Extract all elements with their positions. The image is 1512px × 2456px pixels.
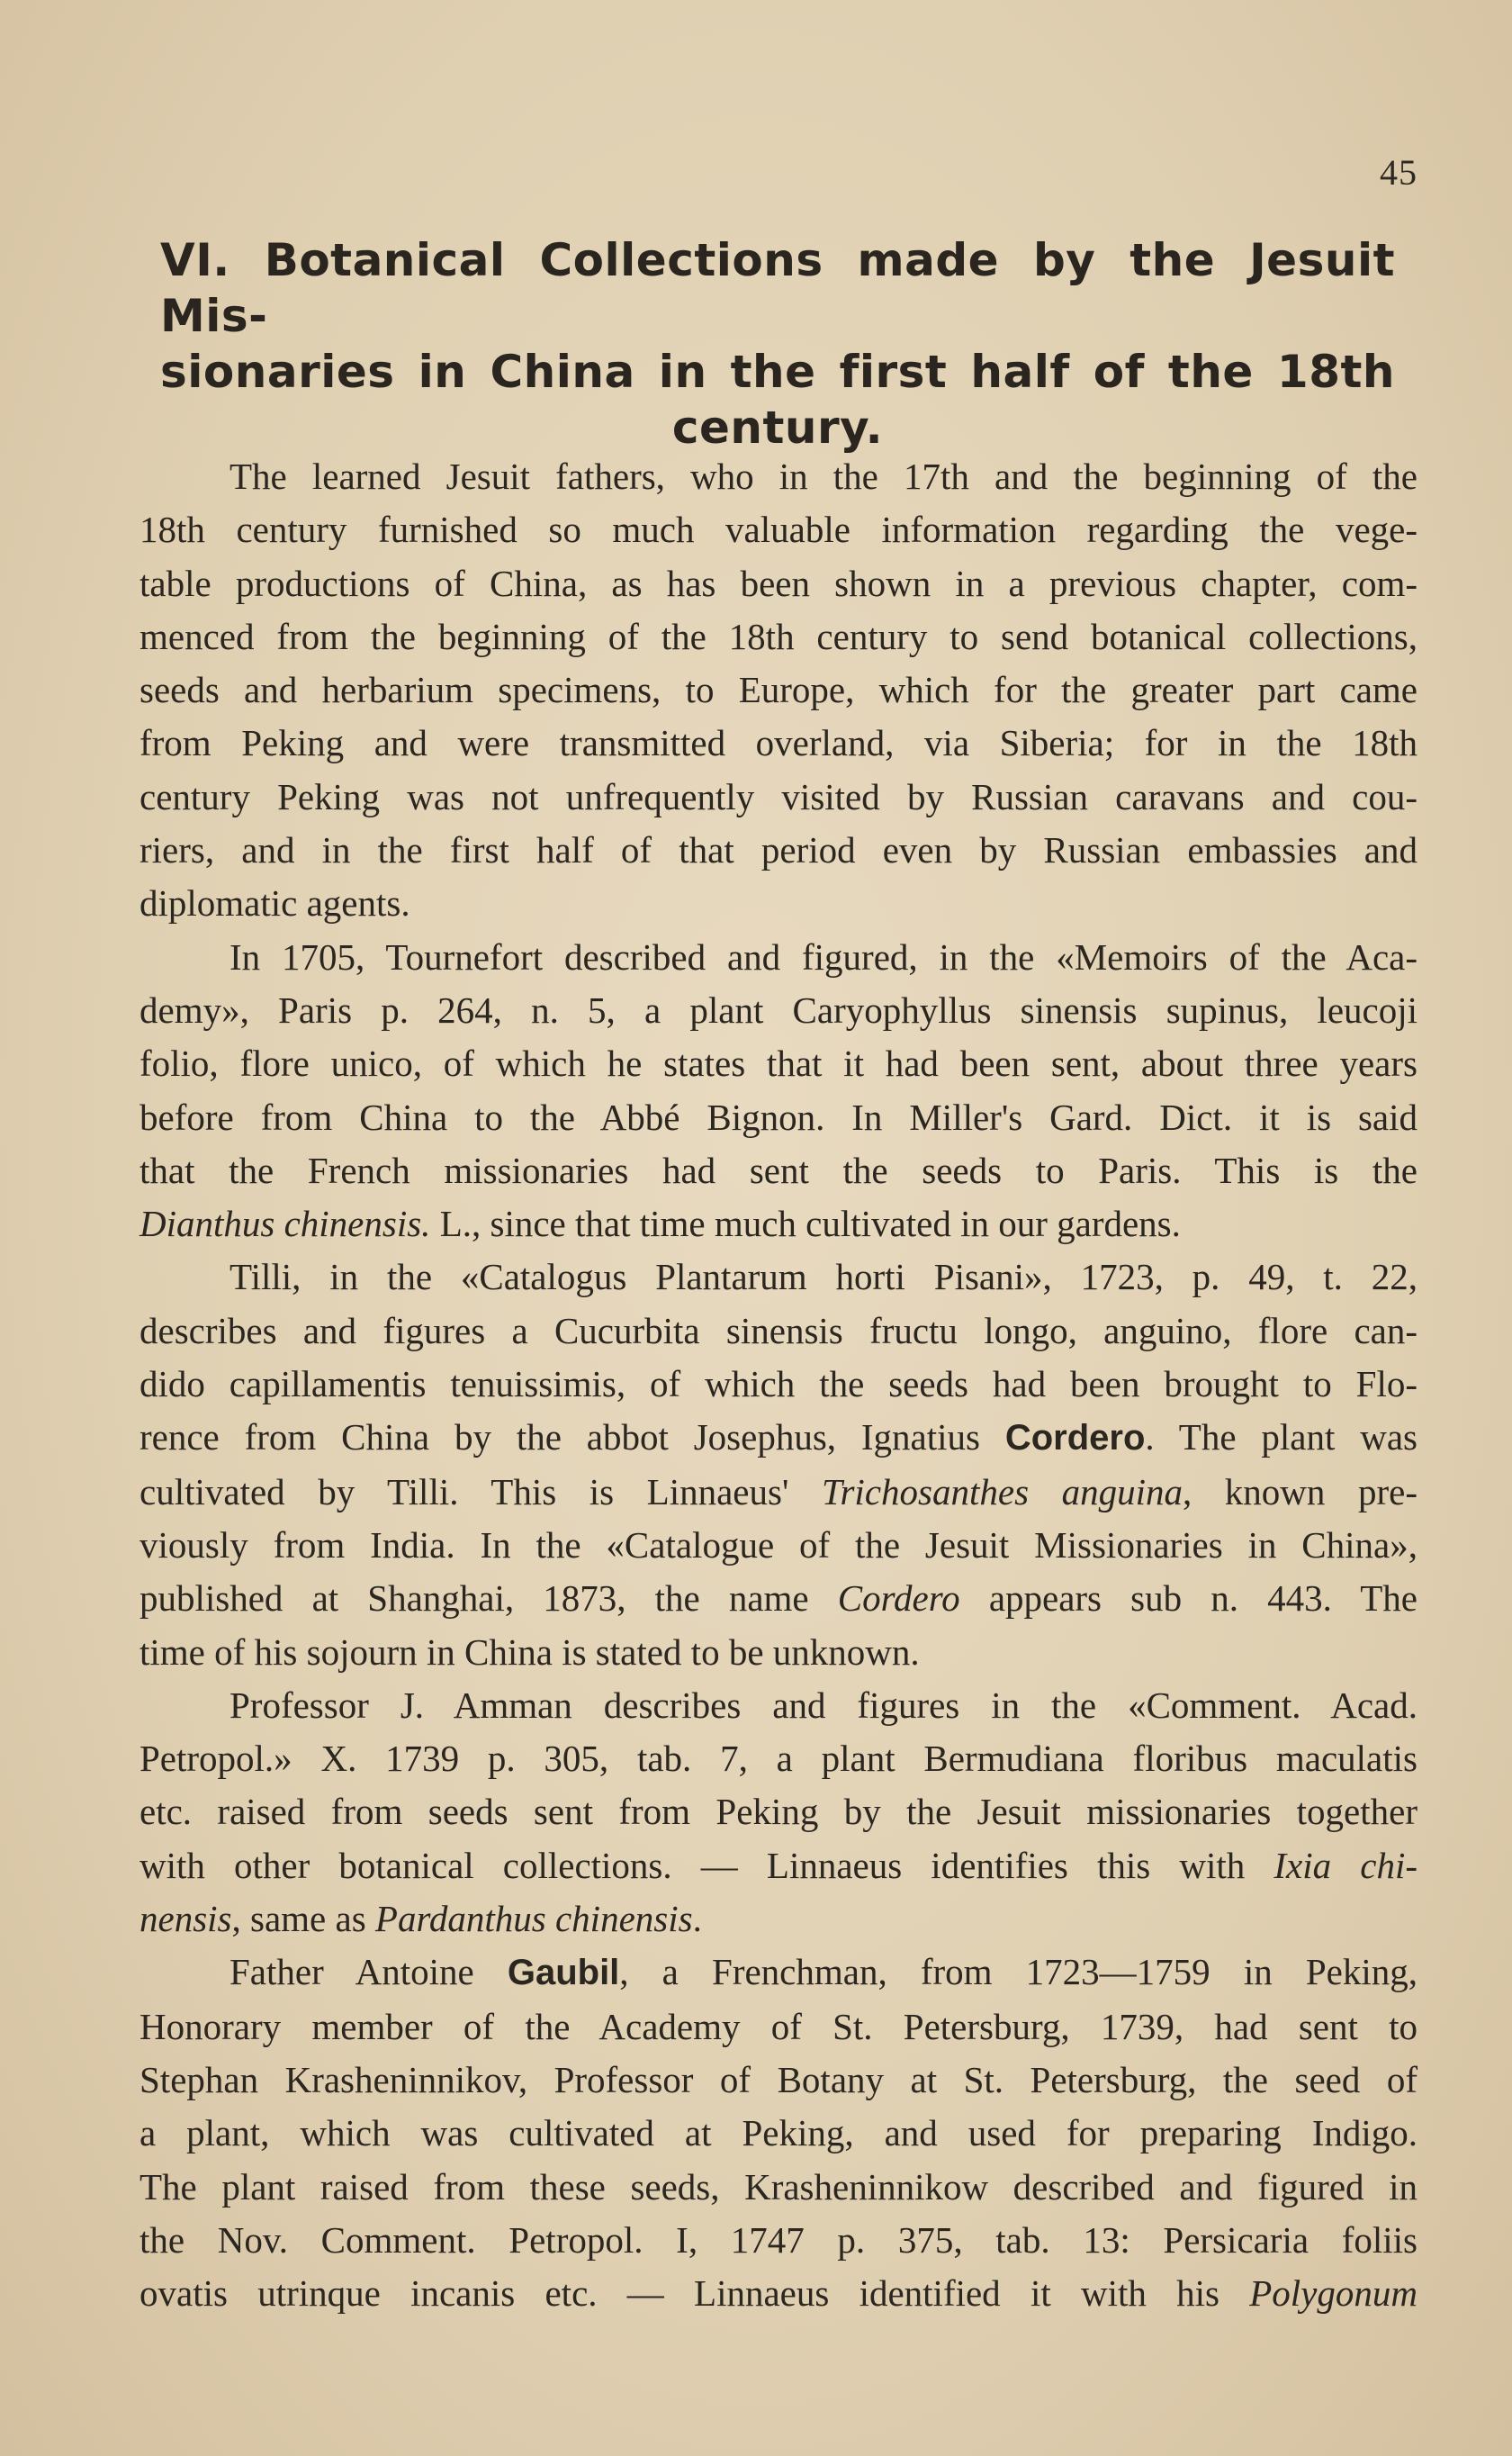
text-line: with other botanical collections. — Linnaeus identifies this with Ixia chi- [140,1844,1418,1886]
text-line: time of his sojourn in China is stated to be unknown. [140,1630,920,1673]
text-line: from Peking and were transmitted overland, via Siberia; for in the 18th [140,722,1418,764]
text-line: Father Antoine Gaubil, a Frenchman, from 1723—1759 in Peking, [230,1951,1418,1993]
text-line: dido capillamentis tenuissimis, of which the seeds had been brought to Flo- [140,1363,1418,1405]
text-line: 18th century furnished so much valuable information regarding the vege- [140,509,1418,551]
text-line: In 1705, Tournefort described and figured, in the «Memoirs of the Aca- [230,935,1418,978]
species-name: Dianthus chinensis. [140,1203,431,1245]
text-line: a plant, which was cultivated at Peking, and used for preparing Indigo. [140,2112,1418,2154]
text-line: rence from China by the abbot Josephus, Ignatius Cordero. The plant was [140,1416,1418,1458]
person-name: Cordero [1004,1418,1146,1458]
text-line: menced from the beginning of the 18th century to send botanical collections, [140,615,1418,657]
chapter-title [160,232,1395,456]
text-line: diplomatic agents. [140,882,410,925]
text-line: describes and figures a Cucurbita sinensis fructu longo, anguino, flore can- [140,1309,1418,1351]
species-name: nensis [140,1898,232,1940]
species-name: Polygonum [1249,2272,1418,2315]
text-line: Tilli, in the «Catalogus Plantarum horti Pisani», 1723, p. 49, t. 22, [230,1256,1418,1298]
text-line: folio, flore unico, of which he states that it had been sent, about three years [140,1043,1418,1085]
person-name: Cordero [837,1577,960,1620]
text-line: riers, and in the first half of that period even by Russian embassies and [140,829,1418,871]
title-line: century. [671,402,884,454]
text-line: Professor J. Amman describes and figures in the «Comment. Acad. [230,1684,1418,1726]
text-line: seeds and herbarium specimens, to Europe, which for the greater part came [140,669,1418,711]
text-line: Petropol.» X. 1739 p. 305, tab. 7, a plant Bermudiana floribus maculatis [140,1738,1418,1780]
text-line: cultivated by Tilli. This is Linnaeus' Trichosanthes anguina, known pre- [140,1470,1418,1512]
title-line: VI. Botanical Collections made by the Jesuit Mis- [160,234,1395,342]
text-line: before from China to the Abbé Bignon. In Miller's Gard. Dict. it is said [140,1096,1418,1138]
text-line: century Peking was not unfrequently visited by Russian caravans and cou- [140,775,1418,817]
text-line: published at Shanghai, 1873, the name Cordero appears sub n. 443. The [140,1577,1418,1620]
title-line: sionaries in China in the first half of the 18th [160,346,1395,398]
text-line: nensis, same as Pardanthus chinensis. [140,1898,702,1940]
text-line: the Nov. Comment. Petropol. I, 1747 p. 375, tab. 13: Persicaria foliis [140,2218,1418,2261]
text-line: Dianthus chinensis. L., since that time much cultivated in our gardens. [140,1203,1181,1245]
species-name: Pardanthus chinensis [374,1898,693,1940]
text-line: that the French missionaries had sent the seeds to Paris. This is the [140,1149,1418,1191]
text-line: viously from India. In the «Catalogue of the Jesuit Missionaries in China», [140,1523,1418,1566]
species-name: Ixia chi- [1274,1844,1418,1886]
page-number: 45 [1380,152,1418,193]
species-name: Trichosanthes anguina [821,1470,1183,1512]
person-name: Gaubil [507,1953,620,1993]
body-text [140,450,1418,2320]
text-line: etc. raised from seeds sent from Peking by the Jesuit missionaries together [140,1791,1418,1833]
text-line: Stephan Krasheninnikov, Professor of Botany at St. Petersburg, the seed of [140,2058,1418,2100]
text-line: Honorary member of the Academy of St. Petersburg, 1739, had sent to [140,2005,1418,2047]
text-line: ovatis utrinque incanis etc. — Linnaeus identified it with his Polygonum [140,2272,1418,2315]
text-line: The plant raised from these seeds, Krasheninnikow described and figured in [140,2165,1418,2208]
text-line: table productions of China, as has been shown in a previous chapter, com- [140,562,1418,604]
text-line: The learned Jesuit fathers, who in the 17th and the beginning of the [230,456,1418,497]
text-line: demy», Paris p. 264, n. 5, a plant Caryophyllus sinensis supinus, leucoji [140,989,1418,1031]
